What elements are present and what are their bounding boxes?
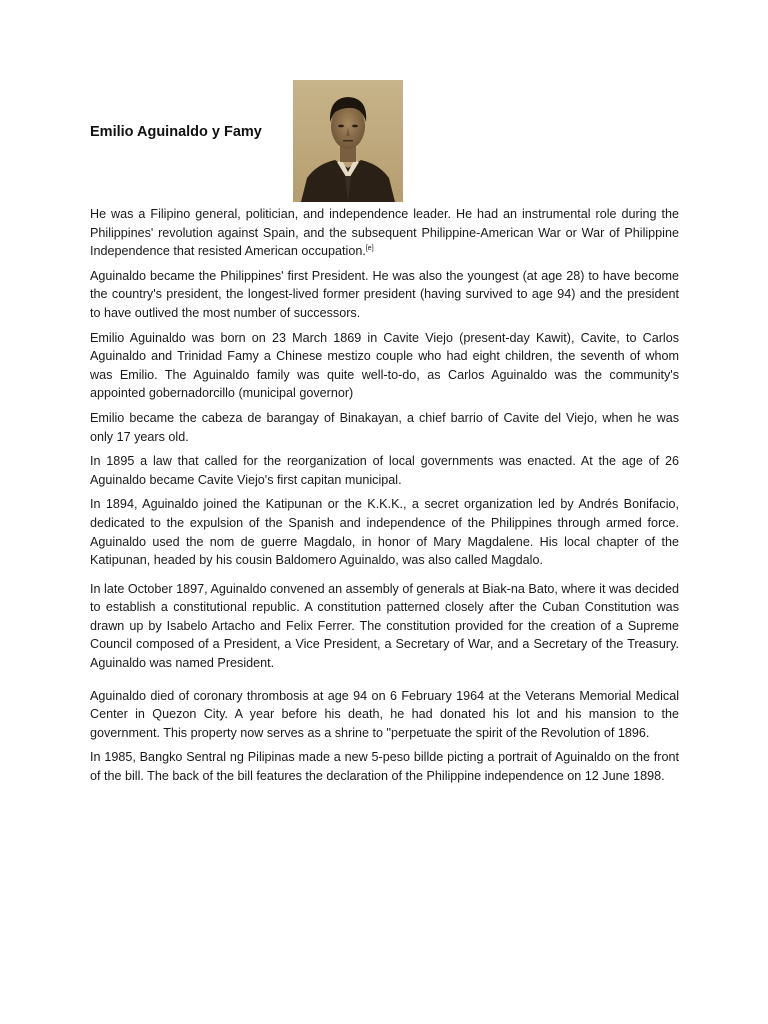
footnote-reference[interactable]: [e]: [365, 245, 374, 252]
paragraph-capitan: In 1895 a law that called for the reorganization of local governments was enacted. At the age of 26 Aguinaldo became Cavite Viejo's first capitan municipal.: [90, 454, 679, 487]
paragraph-text: He was a Filipino general, politician, and independence leader. He had an instrumental role during the Philippines' revolution against Spain, and the subsequent Philippine-American War or War of Philippine Independence that resisted American occupation.: [90, 207, 679, 259]
paragraph-peso-bill: In 1985, Bangko Sentral ng Pilipinas made a new 5-peso billde picting a portrait of Aguinaldo on the front of the bill. The back of the bill features the declaration of the Philippine independence on 12 June 1898.: [90, 750, 679, 784]
paragraph-death: Aguinaldo died of coronary thrombosis at age 94 on 6 February 1964 at the Veterans Memorial Medical Center in Quezon City. A year before his death, he had donated his lot and his mansion to the government. This property now serves as a shrine to "perpetuate the spirit of the Revolution of 1896.: [90, 688, 679, 740]
document-body: [90, 205, 679, 792]
paragraph-katipunan: In 1894, Aguinaldo joined the Katipunan or the K.K.K., a secret organization led by Andrés Bonifacio, dedicated to the expulsion of the Spanish and independence of the Philippines through armed force. Aguinaldo used the nom de guerre Magdalo, in honor of Mary Magdalene. His local chapter of the Katipunan, headed by his cousin Baldomero Aguinaldo, was also called Magdalo.: [90, 497, 679, 568]
document-title: Emilio Aguinaldo y Famy: [90, 124, 262, 140]
paragraph-intro: [90, 205, 679, 261]
paragraph-cabeza: Emilio became the cabeza de barangay of Binakayan, a chief barrio of Cavite del Viejo, when he was only 17 years old.: [90, 410, 679, 444]
portrait-photo: [293, 80, 403, 202]
portrait-image: [293, 80, 403, 202]
paragraph-presidency: Aguinaldo became the Philippines' first President. He was also the youngest (at age 28) to have become the country's president, the longest-lived former president (having survived to age 94) and the president to have outlived the most number of successors.: [90, 268, 679, 320]
paragraph-birth: Emilio Aguinaldo was born on 23 March 1869 in Cavite Viejo (present-day Kawit), Cavite, to Carlos Aguinaldo and Trinidad Famy a Chinese mestizo couple who had eight children, the seventh of whom was Emilio. The Aguinaldo family was quite well-to-do, as Carlos Aguinaldo was the community's appointed gobernadorcillo (municipal governor): [90, 330, 679, 401]
paragraph-biak-na-bato: In late October 1897, Aguinaldo convened an assembly of generals at Biak-na Bato, where it was decided to establish a constitutional republic. A constitution patterned closely after the Cuban Constitution was drawn up by Isabelo Artacho and Felix Ferrer. The constitution provided for the creation of a Supreme Council composed of a President, a Vice President, a Secretary of War, and a Secretary of the Treasury. Aguinaldo was named President.: [90, 581, 679, 671]
